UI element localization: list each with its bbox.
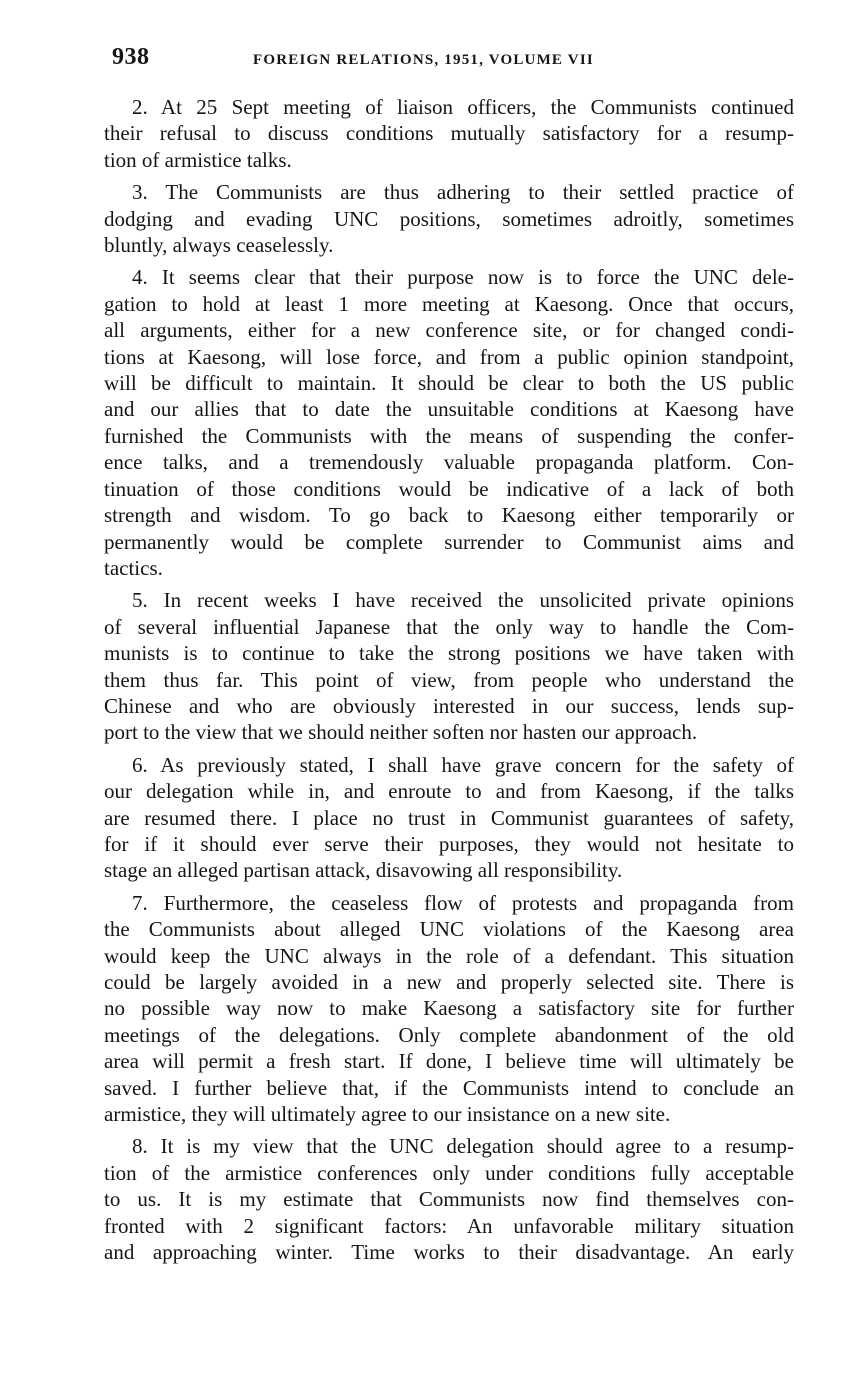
paragraph bbox=[104, 587, 794, 745]
page-number: 938 bbox=[112, 44, 150, 70]
paragraph bbox=[104, 179, 794, 258]
text-line: bluntly, always ceaselessly. bbox=[104, 233, 334, 258]
text-line: area will permit a fresh start. If done, I believe time will ultimately be bbox=[104, 1049, 794, 1074]
text-line: to us. It is my estimate that Communists now find themselves con- bbox=[104, 1187, 794, 1212]
paragraph bbox=[104, 1133, 794, 1265]
text-line: furnished the Communists with the means of suspending the confer- bbox=[104, 423, 794, 448]
text-line: permanently would be complete surrender to Communist aims and bbox=[104, 529, 794, 554]
text-line: of several influential Japanese that the only way to handle the Com- bbox=[104, 614, 794, 639]
paragraph bbox=[104, 752, 794, 884]
text-line: tions at Kaesong, will lose force, and from a public opinion standpoint, bbox=[104, 344, 794, 369]
text-line: 7. Furthermore, the ceaseless flow of protests and propaganda from bbox=[132, 890, 794, 915]
text-line: no possible way now to make Kaesong a satisfactory site for further bbox=[104, 996, 794, 1021]
text-line: tion of the armistice conferences only under conditions fully acceptable bbox=[104, 1160, 794, 1185]
text-line: meetings of the delegations. Only complete abandonment of the old bbox=[104, 1022, 794, 1047]
running-head: FOREIGN RELATIONS, 1951, VOLUME VII bbox=[253, 52, 594, 68]
text-line: munists is to continue to take the strong positions we have taken with bbox=[104, 641, 794, 666]
text-line: will be difficult to maintain. It should be clear to both the US public bbox=[104, 371, 794, 396]
text-line: armistice, they will ultimately agree to our insistance on a new site. bbox=[104, 1102, 671, 1127]
text-line: our delegation while in, and enroute to and from Kaesong, if the talks bbox=[104, 779, 794, 804]
paragraph bbox=[104, 94, 794, 173]
text-line: 5. In recent weeks I have received the unsolicited private opinions bbox=[132, 588, 794, 613]
text-line: all arguments, either for a new conference site, or for changed condi- bbox=[104, 318, 794, 343]
body-text bbox=[104, 94, 794, 1271]
text-line: tinuation of those conditions would be indicative of a lack of both bbox=[104, 476, 794, 501]
text-line: 3. The Communists are thus adhering to their settled practice of bbox=[132, 180, 794, 205]
paragraph bbox=[104, 264, 794, 581]
text-line: would keep the UNC always in the role of a defendant. This situation bbox=[104, 943, 794, 968]
text-line: the Communists about alleged UNC violations of the Kaesong area bbox=[104, 917, 794, 942]
text-line: 8. It is my view that the UNC delegation should agree to a resump- bbox=[132, 1134, 794, 1159]
text-line: for if it should ever serve their purposes, they would not hesitate to bbox=[104, 831, 794, 856]
text-line: could be largely avoided in a new and properly selected site. There is bbox=[104, 970, 794, 994]
text-line: tion of armistice talks. bbox=[104, 147, 292, 172]
paragraph bbox=[104, 890, 794, 1128]
text-line: dodging and evading UNC positions, sometimes adroitly, sometimes bbox=[104, 206, 794, 231]
text-line: ence talks, and a tremendously valuable propaganda platform. Con- bbox=[104, 450, 794, 475]
text-line: tactics. bbox=[104, 555, 163, 580]
text-line: and approaching winter. Time works to their disadvantage. An early bbox=[104, 1240, 794, 1265]
text-line: 4. It seems clear that their purpose now is to force the UNC dele- bbox=[132, 265, 794, 290]
text-line: saved. I further believe that, if the Communists intend to conclude an bbox=[104, 1075, 794, 1100]
text-line: port to the view that we should neither soften nor hasten our approach. bbox=[104, 720, 698, 745]
page-header bbox=[108, 44, 798, 74]
text-line: Chinese and who are obviously interested in our success, lends sup- bbox=[104, 693, 794, 718]
text-line: them thus far. This point of view, from people who understand the bbox=[104, 667, 794, 692]
text-line: gation to hold at least 1 more meeting at Kaesong. Once that occurs, bbox=[104, 291, 794, 316]
text-line: strength and wisdom. To go back to Kaesong either temporarily or bbox=[104, 503, 794, 528]
text-line: fronted with 2 significant factors: An unfavorable military situation bbox=[104, 1213, 794, 1238]
text-line: and our allies that to date the unsuitable conditions at Kaesong have bbox=[104, 397, 794, 422]
text-line: are resumed there. I place no trust in Communist guarantees of safety, bbox=[104, 805, 794, 830]
text-line: their refusal to discuss conditions mutually satisfactory for a resump- bbox=[104, 121, 794, 146]
text-line: 6. As previously stated, I shall have grave concern for the safety of bbox=[132, 752, 794, 777]
text-line: 2. At 25 Sept meeting of liaison officers, the Communists continued bbox=[132, 95, 794, 119]
text-line: stage an alleged partisan attack, disavowing all responsibility. bbox=[104, 858, 623, 883]
